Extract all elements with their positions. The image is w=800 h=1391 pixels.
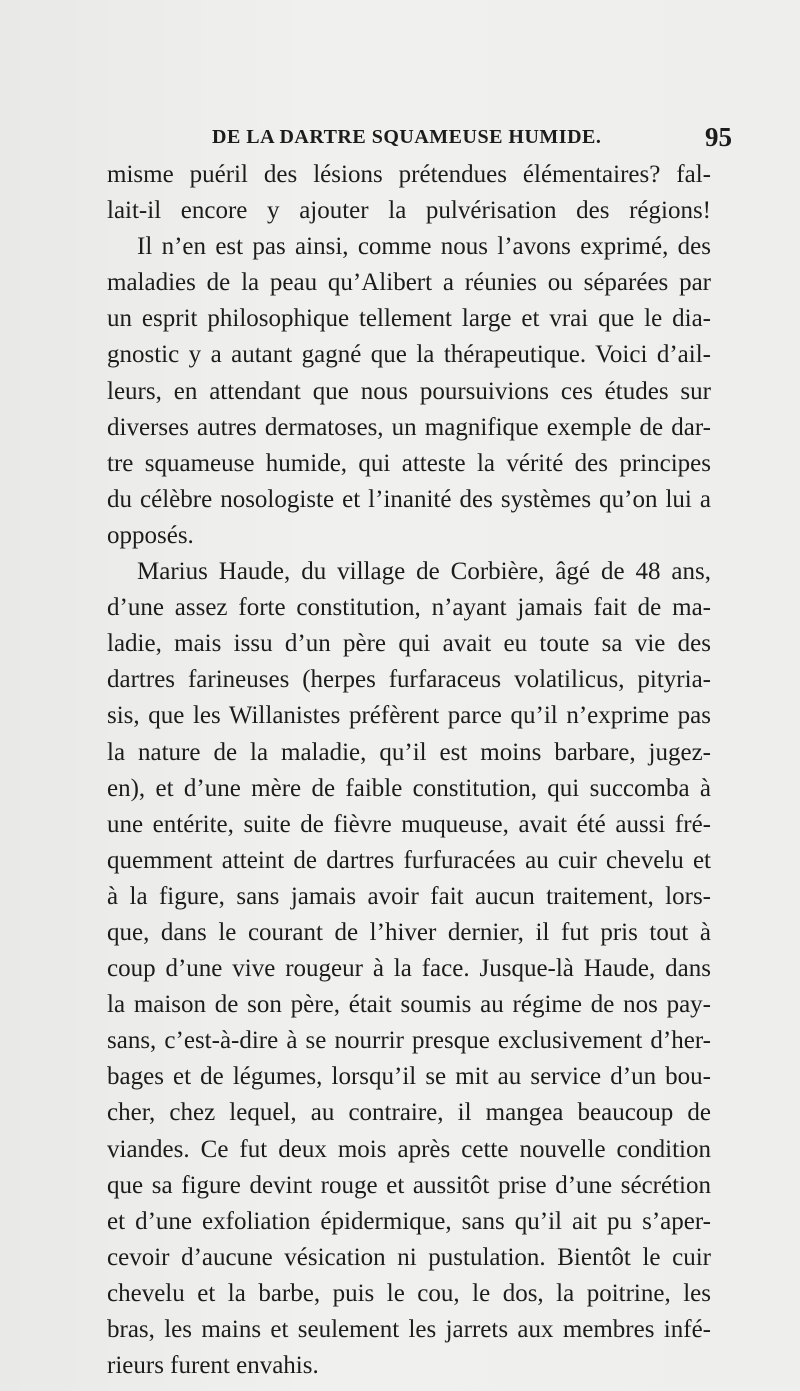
text-line: diverses autres dermatoses, un magnifique exemple de dar- [107, 413, 711, 441]
text-line: lait-il encore y ajouter la pulvérisation des régions! [107, 197, 711, 225]
text-line: quemment atteint de dartres furfuracées au cuir chevelu et [107, 846, 711, 874]
text-line: Marius Haude, du village de Corbière, âgé de 48 ans, [137, 558, 711, 586]
text-line: la nature de la maladie, qu’il est moins barbare, jugez- [107, 738, 711, 766]
text-line: maladies de la peau qu’Alibert a réunies ou séparées par [107, 269, 711, 297]
text-line: une entérite, suite de fièvre muqueuse, avait été aussi fré- [107, 810, 711, 838]
text-line: et d’une exfoliation épidermique, sans qu’il ait pu s’aper- [107, 1207, 711, 1235]
text-line: chevelu et la barbe, puis le cou, le dos, la poitrine, les [107, 1279, 711, 1307]
text-line: en), et d’une mère de faible constitution, qui succomba à [107, 774, 711, 802]
text-line: opposés. [107, 521, 194, 549]
text-line: sans, c’est-à-dire à se nourrir presque exclusivement d’her- [107, 1027, 711, 1055]
text-line: que sa figure devint rouge et aussitôt prise d’une sécrétion [107, 1171, 711, 1199]
page-header [212, 122, 732, 152]
running-title: DE LA DARTRE SQUAMEUSE HUMIDE. [212, 126, 602, 148]
text-line: cher, chez lequel, au contraire, il mangea beaucoup de [107, 1099, 711, 1127]
text-line: misme puéril des lésions prétendues élémentaires? fal- [107, 161, 711, 188]
page-number: 95 [705, 122, 732, 152]
text-line: cevoir d’aucune vésication ni pustulation. Bientôt le cuir [107, 1243, 711, 1271]
text-line: sis, que les Willanistes préfèrent parce qu’il n’exprime pas [107, 702, 711, 730]
text-line: la maison de son père, était soumis au régime de nos pay- [107, 991, 711, 1019]
text-line: bras, les mains et seulement les jarrets aux membres infé- [107, 1316, 711, 1343]
text-line: bages et de légumes, lorsqu’il se mit au service d’un bou- [107, 1063, 711, 1091]
text-line: gnostic y a autant gagné que la thérapeutique. Voici d’ail- [107, 341, 711, 369]
text-line: à la figure, sans jamais avoir fait aucun traitement, lors- [107, 882, 711, 910]
text-line: coup d’une vive rougeur à la face. Jusque-là Haude, dans [107, 955, 711, 983]
text-line: dartres farineuses (herpes furfaraceus volatilicus, pityria- [107, 666, 711, 694]
text-line: du célèbre nosologiste et l’inanité des systèmes qu’on lui a [107, 485, 711, 513]
text-line: ladie, mais issu d’un père qui avait eu toute sa vie des [107, 630, 711, 658]
body-text [107, 157, 711, 1384]
text-line: d’une assez forte constitution, n’ayant jamais fait de ma- [107, 594, 711, 622]
text-line: tre squameuse humide, qui atteste la vérité des principes [107, 449, 711, 477]
text-line: viandes. Ce fut deux mois après cette nouvelle condition [107, 1135, 711, 1163]
text-line: Il n’en est pas ainsi, comme nous l’avons exprimé, des [137, 233, 711, 261]
text-line: rieurs furent envahis. [107, 1352, 319, 1380]
text-line: leurs, en attendant que nous poursuivions ces études sur [107, 377, 711, 405]
text-line: un esprit philosophique tellement large et vrai que le dia- [107, 305, 711, 333]
text-line: que, dans le courant de l’hiver dernier, il fut pris tout à [107, 918, 711, 946]
